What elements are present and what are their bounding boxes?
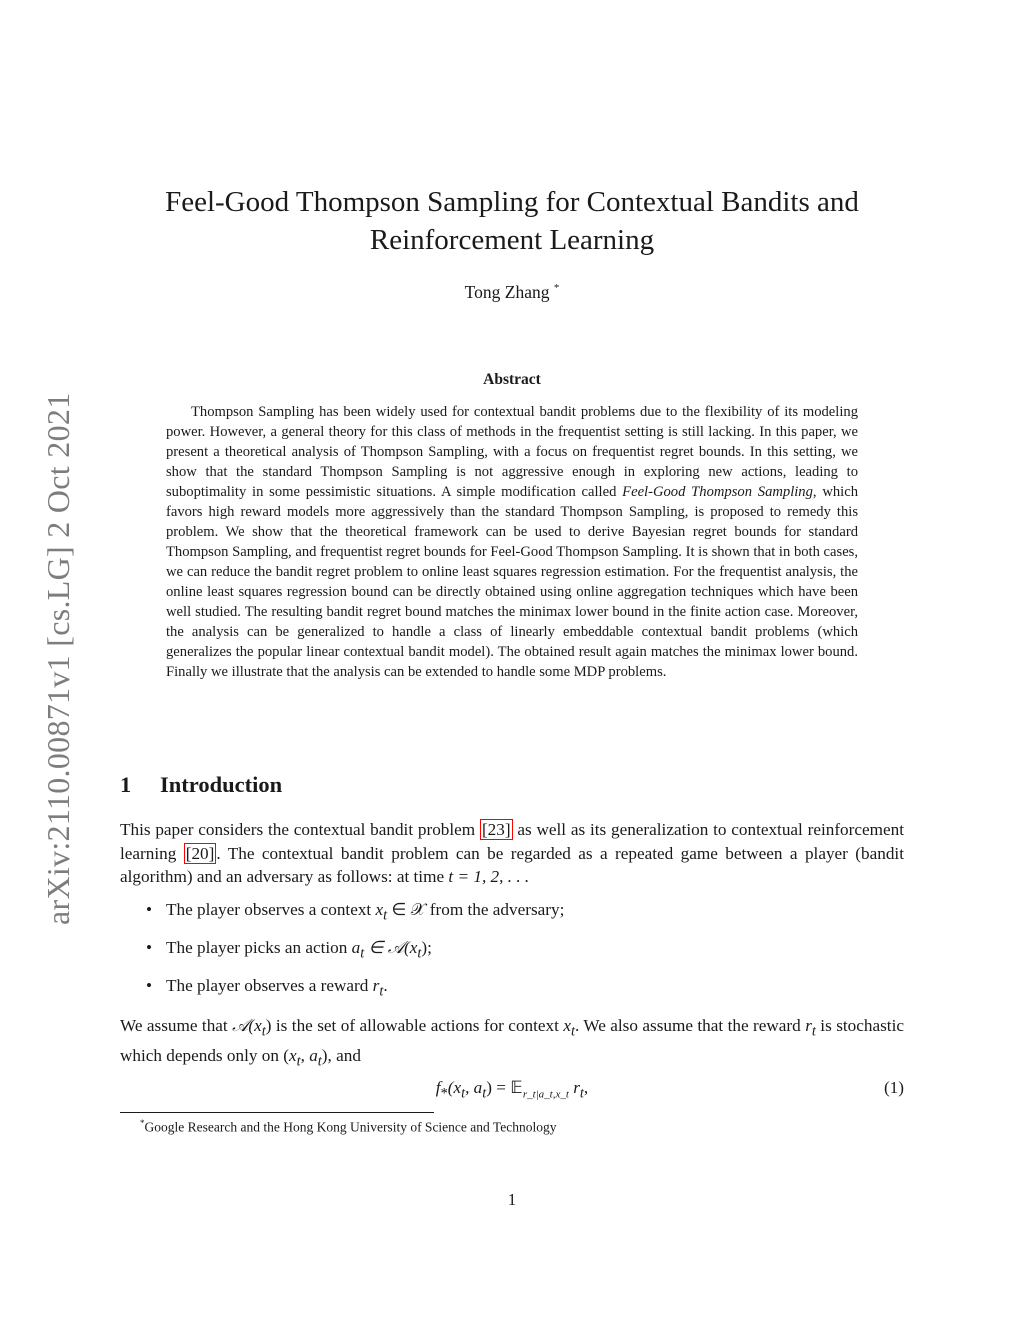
footnote-text: Google Research and the Hong Kong University of Science and Technology <box>144 1119 557 1135</box>
eq-sub: t <box>482 1085 487 1102</box>
bullet-icon: • <box>146 900 153 919</box>
assume-text: ) is the set of allowable actions for context <box>265 1016 564 1035</box>
assumption-paragraph <box>120 1014 904 1074</box>
paper-title <box>120 183 904 259</box>
page-number: 1 <box>507 1190 517 1209</box>
section-title: Introduction <box>160 772 283 797</box>
bullet-math: r <box>372 976 380 995</box>
eq-sub: r_t|a_t,x_t <box>522 1088 569 1101</box>
bullet-rest: ∈ 𝒜(x <box>364 938 418 957</box>
list-item <box>146 900 564 924</box>
assume-sub: t <box>570 1023 575 1040</box>
abstract-text-1: Thompson Sampling has been widely used for contextual bandit problems due to the flexibility of its modeling power. However, a general theory for this class of methods in the frequentist setting is still lacking. In this paper, we present a theoretical analysis of Thompson Sampling, with a focus on frequentist regret bounds. In this setting, we show that the standard Thompson Sampling is not aggressive enough in exploring new actions, leading to suboptimality in some pessimistic situations. A simple modification called <box>166 404 858 500</box>
eq-sub: * <box>440 1085 448 1102</box>
abstract-text-2: , which favors high reward models more aggressively than the standard Thompson Sampling, is proposed to remedy this problem. We show that the theoretical framework can be used to derive Bayesian regret bounds for standard Thompson Sampling, and frequentist regret bounds for Feel-Good Thompson Sampling. It is shown that in both cases, we can reduce the bandit regret problem to online least squares regression estimation. For the frequentist analysis, the online least squares regression bound can be directly obtained using online aggregation techniques which have been well studied. The resulting bandit regret bound matches the minimax lower bound in the finite action case. Moreover, the analysis can be generalized to handle a class of linearly embeddable contextual bandit problems (which generalizes the popular linear contextual bandit model). The obtained result again matches the minimax lower bound. Finally we illustrate that the analysis can be extended to handle some MDP problems. <box>166 484 859 680</box>
abstract-emphasis: Feel-Good Thompson Sampling <box>622 484 813 500</box>
citation-link[interactable]: [20] <box>185 843 215 863</box>
intro-paragraph <box>120 818 904 889</box>
eq-sub: t <box>461 1085 466 1102</box>
bullet-text: The player observes a context <box>166 900 376 919</box>
arxiv-side-stamp: arXiv:2110.00871v1 [cs.LG] 2 Oct 2021 <box>40 392 76 925</box>
abstract-body <box>166 402 858 682</box>
assume-text: We assume that <box>120 1016 233 1035</box>
assume-sub: t <box>811 1023 816 1040</box>
footnote <box>140 1118 556 1136</box>
assume-text: is stochastic which depends only on ( <box>120 1016 904 1065</box>
equation-number: (1) <box>883 1078 904 1097</box>
footnote-divider <box>120 1112 434 1113</box>
bullet-math: a <box>351 938 361 957</box>
abstract-heading: Abstract <box>483 371 541 388</box>
assume-math: x <box>288 1045 297 1065</box>
equation-1 <box>120 1078 904 1104</box>
bullet-icon: • <box>146 976 153 995</box>
intro-text-2: as well as its generalization to contextual reinforcement learning <box>120 820 905 863</box>
author <box>120 282 904 303</box>
bullet-rest: ∈ 𝒳 from the adversary; <box>387 900 565 919</box>
bullet-icon: • <box>146 938 153 957</box>
list-item <box>146 938 432 962</box>
bullet-text: The player observes a reward <box>166 976 373 995</box>
assume-text: . We also assume that the reward <box>574 1016 806 1035</box>
bullet-math: x <box>375 900 384 919</box>
author-name: Tong Zhang <box>464 282 550 302</box>
footnote-mark: * <box>140 1118 145 1128</box>
bullet-rest-sub: t <box>417 945 422 962</box>
section-heading <box>120 772 282 798</box>
equation-body <box>120 1078 904 1102</box>
assume-sub: t <box>261 1023 266 1040</box>
citation-link[interactable]: [23] <box>481 820 511 839</box>
eq-part: , a <box>465 1078 483 1097</box>
assume-sub: t <box>317 1053 322 1070</box>
assume-text: ), and <box>321 1045 361 1065</box>
bullet-text: The player picks an action <box>166 938 352 957</box>
assume-sub: t <box>296 1053 301 1070</box>
author-footnote-mark: * <box>553 282 560 295</box>
eq-part: (x <box>447 1078 462 1097</box>
intro-text-3: . The contextual bandit problem can be regarded as a repeated game between a player (bandit algorithm) and an adversary as follows: at time <box>120 843 904 886</box>
list-item <box>146 976 388 1000</box>
eq-part: r <box>568 1078 580 1097</box>
bullet-rest: . <box>383 976 388 995</box>
assume-math: a <box>309 1045 318 1065</box>
assume-math: r <box>805 1016 812 1035</box>
title-line-2: Reinforcement Learning <box>369 224 655 256</box>
intro-text-1: This paper considers the contextual bandit problem <box>120 820 480 839</box>
eq-part: ) = 𝔼 <box>486 1078 523 1097</box>
eq-part: f <box>435 1078 441 1097</box>
eq-part: , <box>583 1078 589 1097</box>
title-line-1: Feel-Good Thompson Sampling for Contextual Bandits and <box>165 186 859 218</box>
bullet-sub: t <box>379 983 384 1000</box>
bullet-sub: t <box>383 907 388 924</box>
assume-text: , <box>300 1045 310 1065</box>
bullet-rest-end: ); <box>421 938 432 957</box>
section-number: 1 <box>120 772 132 797</box>
bullet-sub: t <box>360 945 365 962</box>
assume-math: 𝒜(x <box>232 1016 262 1035</box>
eq-sub: t <box>579 1085 584 1102</box>
assume-math: x <box>563 1016 571 1035</box>
intro-math: t = 1, 2, . . . <box>448 867 530 886</box>
